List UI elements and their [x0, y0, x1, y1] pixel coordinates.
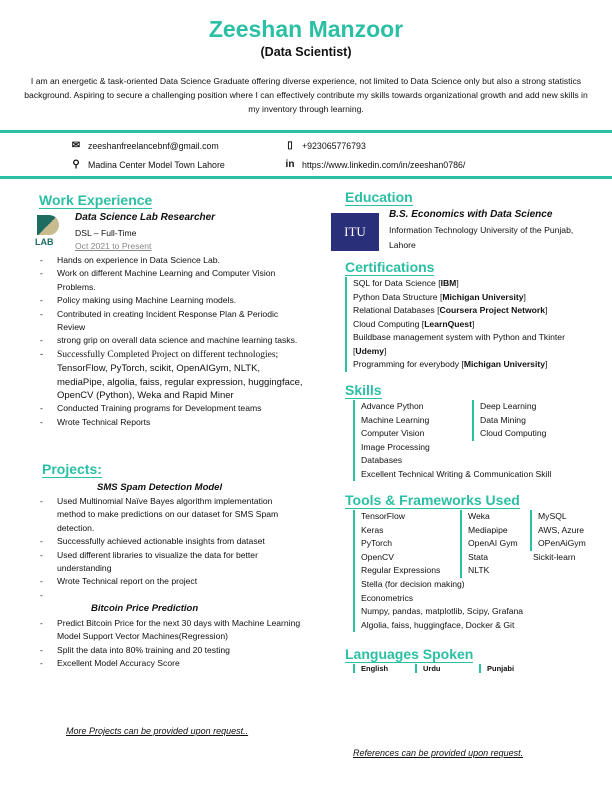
linkedin-icon: in: [285, 159, 295, 170]
list-item: - strong grip on overall data science and machine learning tasks.: [40, 334, 315, 347]
language-item: English: [353, 664, 388, 673]
projects-heading: Projects:: [42, 461, 102, 477]
list-item: Keras: [361, 524, 384, 535]
cert-org: IBM: [440, 278, 457, 288]
contact-phone: [284, 140, 366, 151]
list-item: PyTorch: [361, 538, 393, 548]
cert-name: Programming for everybody: [353, 359, 462, 369]
list-item: NLTK: [468, 565, 490, 575]
tools-heading: Tools & Frameworks Used: [345, 492, 520, 508]
divider: [0, 176, 612, 179]
list-item: Stata: [468, 551, 489, 562]
list-item: OPenAiGym: [538, 538, 586, 548]
divider: [0, 130, 612, 133]
more-projects-note: More Projects can be provided upon request..: [66, 726, 249, 736]
references-note: References can be provided upon request.: [353, 748, 524, 758]
tools-column-1: [353, 510, 440, 578]
location-pin-icon: ⚲: [72, 159, 80, 170]
list-item: - Used different libraries to visualize the data for better understanding: [40, 549, 310, 576]
work-heading: Work Experience: [39, 192, 153, 208]
list-item: - Work on different Machine Learning and Computer Vision Problems.: [40, 267, 295, 294]
work-bullets: [40, 254, 315, 429]
list-item: Algolia, faiss, huggingface, Docker & Git: [361, 619, 515, 630]
tools-more: [353, 578, 523, 632]
list-item: MySQL: [538, 511, 567, 521]
list-item: Regular Expressions: [361, 565, 441, 575]
language-item: Punjabi: [479, 664, 514, 673]
project-bullets: [40, 617, 315, 671]
tools-column-2: [460, 510, 518, 578]
cert-org: Udemy: [355, 345, 385, 356]
list-item: AWS, Azure: [538, 524, 585, 535]
cert-name: Relational Databases: [353, 305, 438, 315]
list-item: [40, 589, 310, 602]
certification-item: Buildbase management system with Python and Tkinter [Udemy]: [353, 332, 565, 356]
cert-name: SQL for Data Science: [353, 278, 439, 288]
cert-org: LearnQuest: [424, 318, 472, 329]
certification-item: Python Data Structure [Michigan University]: [353, 291, 526, 302]
itu-logo: ITU: [331, 213, 379, 251]
list-item: Econometrics: [361, 592, 414, 603]
contact-linkedin: [284, 159, 465, 170]
tech-prefix: Successfully Completed Project on different technologies;: [57, 349, 279, 360]
certification-item: Programming for everybody [Michigan University]: [353, 359, 548, 369]
project-bullets: [40, 495, 310, 602]
cert-org: Michigan University: [463, 359, 545, 369]
list-item: - Split the data into 80% training and 20 testing: [40, 644, 315, 657]
list-item: Image Processing: [361, 441, 430, 452]
tools-column-3: [530, 510, 586, 551]
cert-name: Python Data Structure: [353, 291, 440, 302]
list-item: - Excellent Model Accuracy Score: [40, 657, 315, 670]
phone-icon: ▯: [287, 140, 293, 151]
list-item: - Used Multinomial Naïve Bayes algorithm implementation method to make predictions on our dataset for SMS Spam detection.: [40, 495, 302, 535]
cert-org: Michigan University: [442, 291, 524, 302]
cert-name: Buildbase management system with Python and Tkinter: [353, 332, 565, 342]
list-item: Excellent Technical Writing & Communication Skill: [361, 468, 552, 479]
list-item: - Predict Bitcoin Price for the next 30 days with Machine Learning Model Support Vector Machines(Regression): [40, 617, 315, 644]
list-item: Cloud Computing: [480, 428, 547, 438]
education-heading: Education: [345, 189, 413, 205]
certifications-heading: Certifications: [345, 259, 435, 275]
list-item: Machine Learning: [361, 414, 430, 425]
cert-name: Cloud Computing: [353, 318, 422, 329]
skills-column-2: [472, 400, 546, 441]
contact-address: [70, 159, 225, 170]
cert-org: Coursera Project Network: [439, 305, 546, 315]
list-item: OpenCV: [361, 551, 394, 562]
job-dates: Oct 2021 to Present: [75, 241, 152, 251]
dsl-lab-logo: LAB: [35, 215, 63, 249]
list-item: Computer Vision: [361, 428, 425, 438]
job-company: DSL – Full-Time: [75, 228, 137, 238]
school: Information Technology University of the Punjab, Lahore: [389, 225, 574, 250]
envelope-icon: ✉: [71, 140, 81, 151]
address-text: Madina Center Model Town Lahore: [88, 159, 225, 170]
phone-text: +923065776793: [302, 140, 366, 151]
summary: I am an energetic & task-oriented Data Science Graduate offering diverse experience, not limited to Data Science only but also a strong statistics background. Aspiring to secure a challenging position where I can effectively contribute my skills towards organizational growth and add new skills in my inventory through learning.: [24, 76, 588, 114]
list-item: - Policy making using Machine Learning models.: [40, 294, 315, 307]
degree: B.S. Economics with Data Science: [389, 209, 553, 220]
list-item: Stella (for decision making): [361, 579, 465, 589]
list-item: Data Mining: [480, 414, 526, 425]
list-item: [40, 348, 310, 403]
list-item: - Contributed in creating Incident Response Plan & Periodic Review: [40, 308, 290, 335]
list-item: Deep Learning: [480, 401, 537, 411]
list-item: Databases: [361, 455, 403, 465]
tech-list: TensorFlow, PyTorch, scikit, OpenAIGym, NLTK, mediaPipe, algolia, faiss, regular expression, huggingface, OpenCV (Python), Weka and Rapid Miner: [57, 363, 303, 402]
project-title: SMS Spam Detection Model: [97, 482, 223, 493]
email-text[interactable]: zeeshanfreelancebnf@gmail.com: [88, 140, 219, 151]
certification-item: Cloud Computing [LearnQuest]: [353, 318, 475, 329]
certifications-list: [345, 277, 590, 372]
list-item: TensorFlow: [361, 511, 405, 521]
list-item: Sickit-learn: [533, 552, 576, 562]
skills-heading: Skills: [345, 382, 382, 398]
candidate-role: (Data Scientist): [260, 45, 352, 59]
list-item: Numpy, pandas, matplotlib, Scipy, Grafana: [361, 606, 524, 616]
list-item: - Wrote Technical Reports: [40, 416, 315, 429]
list-item: Mediapipe: [468, 524, 508, 535]
languages-heading: Languages Spoken: [345, 646, 474, 662]
job-title: Data Science Lab Researcher: [75, 212, 216, 223]
list-item: OpenAI Gym: [468, 538, 518, 548]
contact-email: [70, 140, 219, 151]
language-item: Urdu: [415, 664, 441, 673]
certification-item: SQL for Data Science [IBM]: [353, 278, 459, 288]
certification-item: Relational Databases [Coursera Project Network]: [353, 305, 548, 315]
project-title: Bitcoin Price Prediction: [91, 603, 199, 614]
list-item: - Successfully achieved actionable insights from dataset: [40, 535, 310, 548]
candidate-name: Zeeshan Manzoor: [208, 16, 404, 42]
list-item: Advance Python: [361, 401, 424, 411]
list-item: - Wrote Technical report on the project: [40, 575, 310, 588]
list-item: Weka: [468, 511, 490, 521]
list-item: - Hands on experience in Data Science Lab.: [40, 254, 315, 267]
linkedin-link[interactable]: https://www.linkedin.com/in/zeeshan0786/: [302, 159, 466, 170]
list-item: - Conducted Training programs for Development teams: [40, 402, 315, 415]
